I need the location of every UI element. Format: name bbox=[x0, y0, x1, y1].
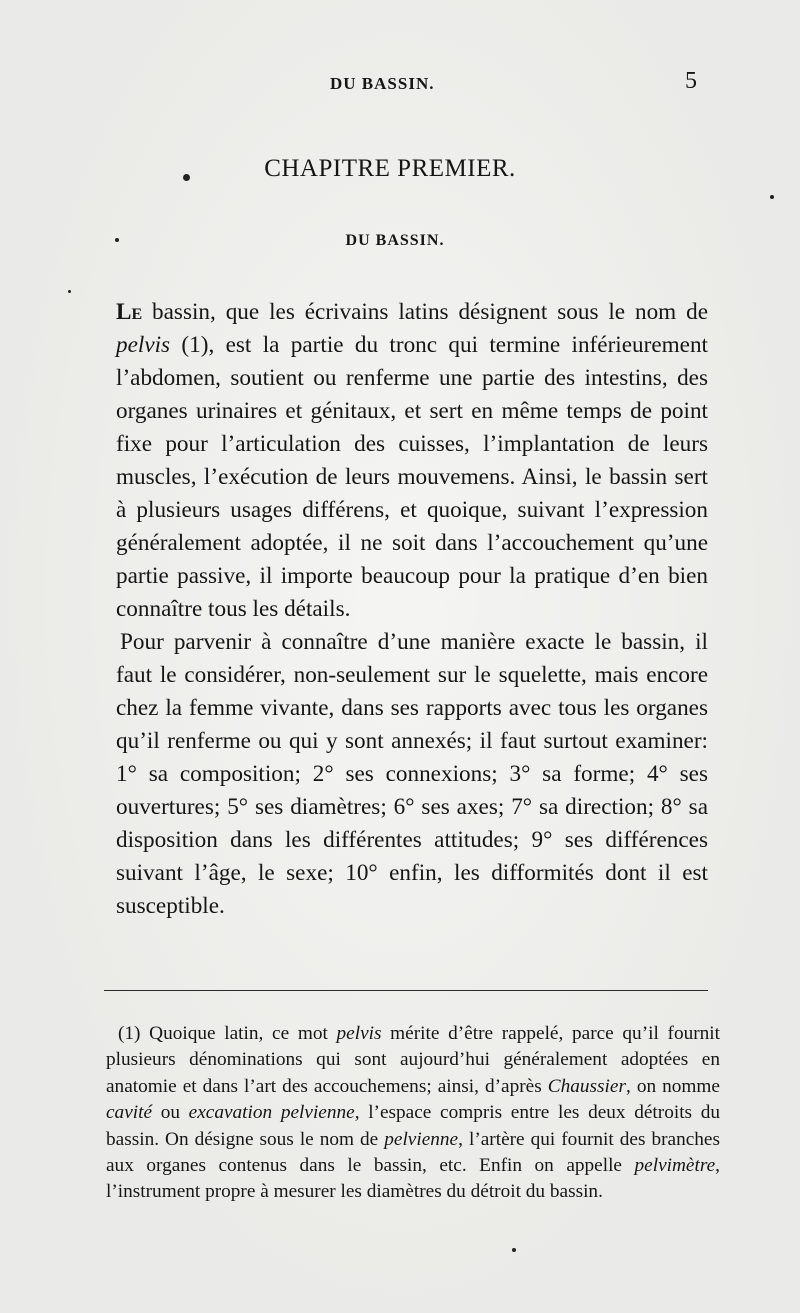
body-text bbox=[116, 296, 708, 923]
running-head: DU BASSIN. bbox=[330, 74, 435, 93]
footnote-part-e: , l’espace compris entre les deux détroits du bassin. On désigne sous le nom de bbox=[106, 1102, 721, 1150]
section-title: DU BASSIN. bbox=[345, 232, 445, 249]
footnote-term-chaussier: Chaussier bbox=[547, 1075, 626, 1097]
ink-speck bbox=[512, 1248, 516, 1252]
footnote-part-a: (1) Quoique latin, ce mot bbox=[118, 1023, 337, 1044]
footnote bbox=[106, 1021, 720, 1206]
ink-speck bbox=[68, 290, 71, 293]
paragraph-1 bbox=[116, 296, 708, 626]
footnote-separator bbox=[104, 990, 708, 991]
footnote-term-cavite: cavité bbox=[106, 1102, 153, 1124]
footnote-part-d: ou bbox=[152, 1102, 189, 1124]
footnote-part-c: , on nomme bbox=[625, 1075, 720, 1097]
ink-speck bbox=[115, 238, 119, 242]
page-number: 5 bbox=[685, 68, 697, 94]
paragraph-2: Pour parvenir à connaître d’une manière exacte le bassin, il faut le considérer, non-seulement sur le squelette, mais encore chez la femme vivante, dans ses rapports avec tous les organes qu’il renferme ou qui y sont annexés; il faut surtout examiner: 1° sa composition; 2° ses connexions; 3° sa forme; 4° ses ouvertures; 5° ses diamètres; 6° ses axes; 7° sa direction; 8° sa disposition dans les différentes attitudes; 9° ses différences suivant l’âge, le sexe; 10° enfin, les difformités dont il est susceptible. bbox=[116, 629, 708, 919]
paragraph-1-part-a: bassin, que les écrivains latins désignent sous le nom de bbox=[142, 299, 708, 325]
footnote-term-pelvis: pelvis bbox=[336, 1023, 382, 1044]
footnote-part-b: mérite d’être rappelé, parce qu’il fournit plusieurs dénominations qui sont aujourd’hui généralement adoptées en anatomie et dans l’art des accouchemens; ainsi, d’après bbox=[106, 1023, 720, 1097]
footnote-term-excavation: excavation pelvienne bbox=[188, 1102, 355, 1124]
footnote-part-g: , l’instrument propre à mesurer les diamètres du détroit du bassin. bbox=[106, 1155, 720, 1203]
footnote-part-f: , l’artère qui fournit des branches aux organes contenus dans le bassin, etc. Enfin on appelle bbox=[106, 1128, 720, 1177]
paragraph-lead-word: Le bbox=[116, 299, 143, 325]
footnote-term-pelvienne: pelvienne bbox=[384, 1128, 459, 1150]
footnote-term-pelvimetre: pelvimètre bbox=[634, 1155, 716, 1177]
footnote-text bbox=[106, 1021, 720, 1206]
ink-speck bbox=[770, 195, 774, 199]
pelvis-term: pelvis bbox=[116, 332, 171, 358]
ink-speck bbox=[183, 174, 190, 181]
chapter-title: CHAPITRE PREMIER. bbox=[264, 155, 516, 182]
paragraph-1-part-b: (1), est la partie du tronc qui termine inférieurement l’abdomen, soutient ou renferme une partie des intestins, des organes urinaires et génitaux, et sert en même temps de point fixe pour l’articulation des cuisses, l’implantation de leurs muscles, l’exécution de leurs mouvemens. Ainsi, le bassin sert à plusieurs usages différens, et quoique, suivant l’expression généralement adoptée, il ne soit dans l’accouchement qu’une partie passive, il importe beaucoup pour la pratique d’en bien connaître tous les détails. bbox=[116, 332, 708, 622]
